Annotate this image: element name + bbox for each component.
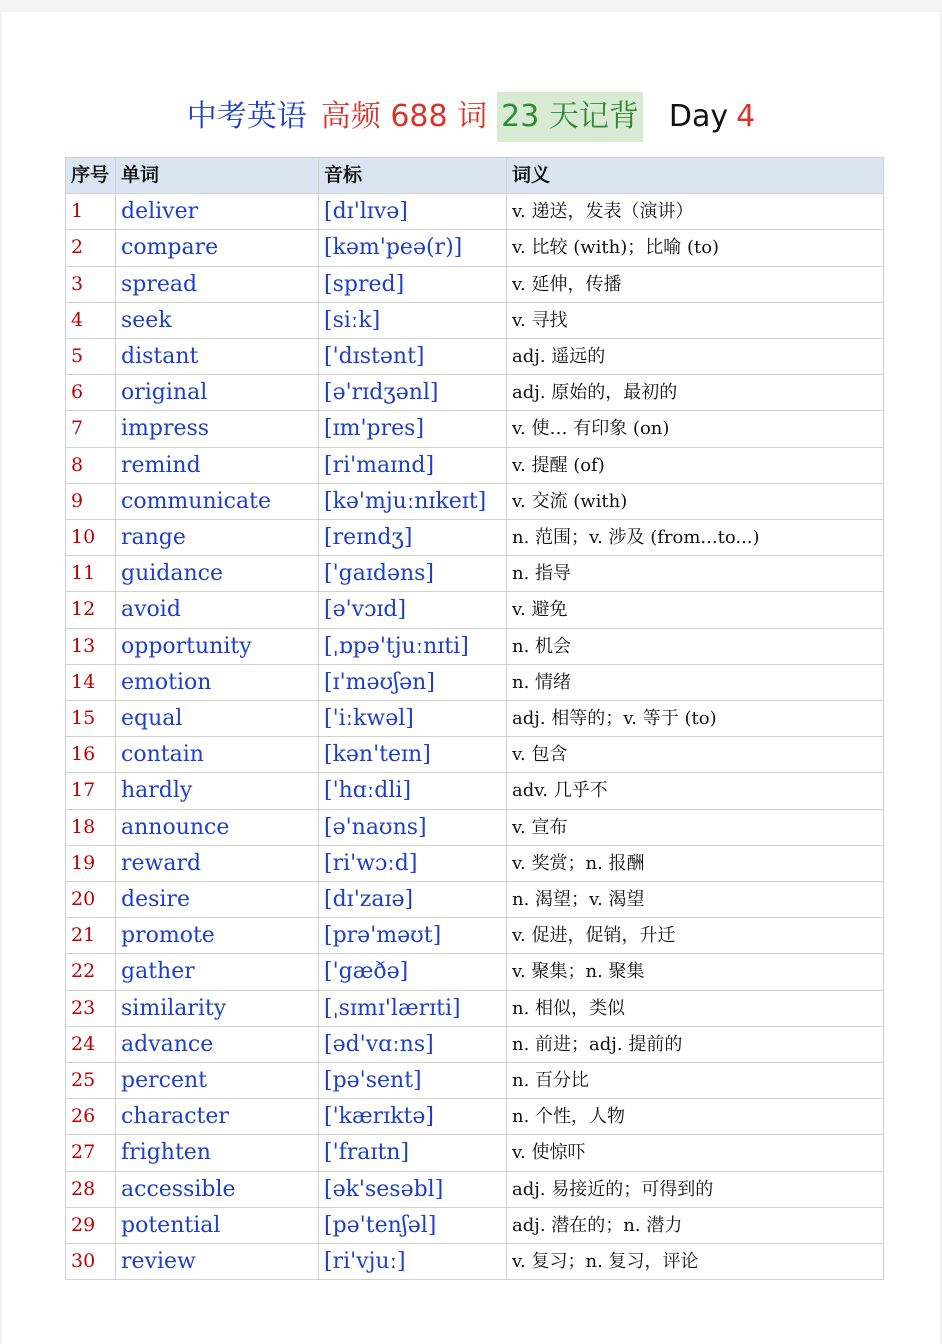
row-number: 11: [66, 556, 116, 592]
vocabulary-table: [65, 157, 884, 1280]
row-number: 3: [66, 266, 116, 302]
table-row: [66, 737, 884, 773]
row-phonetic: [ɪ'məʊʃən]: [319, 664, 507, 700]
row-word: distant: [116, 339, 319, 375]
row-phonetic: ['kærɪktə]: [319, 1099, 507, 1135]
row-meaning: adj. 原始的，最初的: [507, 375, 884, 411]
row-meaning: v. 宣布: [507, 809, 884, 845]
row-word: communicate: [116, 483, 319, 519]
row-meaning: v. 使… 有印象 (on): [507, 411, 884, 447]
document-page: [2, 12, 940, 1344]
row-number: 5: [66, 339, 116, 375]
row-phonetic: [dɪ'lɪvə]: [319, 194, 507, 230]
table-row: [66, 1171, 884, 1207]
row-word: range: [116, 520, 319, 556]
table-row: [66, 845, 884, 881]
header-meaning: 词义: [507, 158, 884, 194]
row-phonetic: [ə'rɪdʒənl]: [319, 375, 507, 411]
row-number: 1: [66, 194, 116, 230]
table-row: [66, 954, 884, 990]
table-row: [66, 556, 884, 592]
row-meaning: n. 范围；v. 涉及 (from...to...): [507, 520, 884, 556]
row-word: opportunity: [116, 628, 319, 664]
row-meaning: v. 延伸，传播: [507, 266, 884, 302]
row-number: 27: [66, 1135, 116, 1171]
row-phonetic: [ri'wɔːd]: [319, 845, 507, 881]
row-number: 26: [66, 1099, 116, 1135]
row-phonetic: [ˌsɪmɪ'lærɪti]: [319, 990, 507, 1026]
table-row: [66, 483, 884, 519]
table-row: [66, 302, 884, 338]
row-meaning: n. 机会: [507, 628, 884, 664]
row-word: seek: [116, 302, 319, 338]
row-phonetic: [kəm'peə(r)]: [319, 230, 507, 266]
header-number: 序号: [66, 158, 116, 194]
row-number: 14: [66, 664, 116, 700]
table-row: [66, 230, 884, 266]
row-word: gather: [116, 954, 319, 990]
row-number: 8: [66, 447, 116, 483]
row-meaning: n. 百分比: [507, 1063, 884, 1099]
row-word: hardly: [116, 773, 319, 809]
row-word: guidance: [116, 556, 319, 592]
row-number: 19: [66, 845, 116, 881]
header-phonetic: 音标: [319, 158, 507, 194]
row-word: review: [116, 1244, 319, 1280]
row-number: 7: [66, 411, 116, 447]
row-word: deliver: [116, 194, 319, 230]
row-word: emotion: [116, 664, 319, 700]
row-phonetic: ['dɪstənt]: [319, 339, 507, 375]
row-meaning: n. 个性，人物: [507, 1099, 884, 1135]
row-number: 15: [66, 701, 116, 737]
table-header-row: [66, 158, 884, 194]
row-word: accessible: [116, 1171, 319, 1207]
row-number: 2: [66, 230, 116, 266]
table-row: [66, 701, 884, 737]
row-meaning: v. 比较 (with)；比喻 (to): [507, 230, 884, 266]
row-meaning: v. 使惊吓: [507, 1135, 884, 1171]
row-number: 29: [66, 1207, 116, 1243]
row-phonetic: [əd'vɑːns]: [319, 1026, 507, 1062]
row-word: original: [116, 375, 319, 411]
row-word: spread: [116, 266, 319, 302]
row-phonetic: [kən'teɪn]: [319, 737, 507, 773]
table-row: [66, 664, 884, 700]
row-meaning: adj. 易接近的；可得到的: [507, 1171, 884, 1207]
table-row: [66, 990, 884, 1026]
table-row: [66, 1099, 884, 1135]
title-day-number: 4: [736, 99, 756, 134]
row-word: impress: [116, 411, 319, 447]
row-number: 23: [66, 990, 116, 1026]
row-phonetic: [pə'tenʃəl]: [319, 1207, 507, 1243]
row-word: equal: [116, 701, 319, 737]
row-word: remind: [116, 447, 319, 483]
row-phonetic: [ə'naʊns]: [319, 809, 507, 845]
table-row: [66, 447, 884, 483]
row-word: advance: [116, 1026, 319, 1062]
row-phonetic: [kə'mjuːnɪkeɪt]: [319, 483, 507, 519]
row-word: contain: [116, 737, 319, 773]
row-phonetic: [dɪ'zaɪə]: [319, 882, 507, 918]
row-meaning: v. 复习；n. 复习，评论: [507, 1244, 884, 1280]
row-phonetic: [ˌɒpə'tjuːnɪti]: [319, 628, 507, 664]
row-word: promote: [116, 918, 319, 954]
row-meaning: v. 提醒 (of): [507, 447, 884, 483]
row-meaning: n. 情绪: [507, 664, 884, 700]
title-part-exam-english: 中考英语: [186, 99, 307, 134]
table-row: [66, 1244, 884, 1280]
row-phonetic: [reɪndʒ]: [319, 520, 507, 556]
row-word: desire: [116, 882, 319, 918]
row-meaning: adj. 遥远的: [507, 339, 884, 375]
row-number: 12: [66, 592, 116, 628]
row-number: 28: [66, 1171, 116, 1207]
row-phonetic: ['hɑːdli]: [319, 773, 507, 809]
table-row: [66, 809, 884, 845]
row-meaning: adj. 相等的；v. 等于 (to): [507, 701, 884, 737]
row-number: 25: [66, 1063, 116, 1099]
table-row: [66, 266, 884, 302]
table-row: [66, 1026, 884, 1062]
row-number: 24: [66, 1026, 116, 1062]
row-word: reward: [116, 845, 319, 881]
table-row: [66, 194, 884, 230]
row-number: 4: [66, 302, 116, 338]
row-number: 16: [66, 737, 116, 773]
row-meaning: n. 渴望；v. 渴望: [507, 882, 884, 918]
row-number: 10: [66, 520, 116, 556]
row-number: 20: [66, 882, 116, 918]
row-word: frighten: [116, 1135, 319, 1171]
row-word: character: [116, 1099, 319, 1135]
table-body: [66, 194, 884, 1280]
row-phonetic: ['gaɪdəns]: [319, 556, 507, 592]
row-phonetic: [ək'sesəbl]: [319, 1171, 507, 1207]
row-phonetic: ['gæðə]: [319, 954, 507, 990]
row-phonetic: [ri'vjuː]: [319, 1244, 507, 1280]
row-number: 17: [66, 773, 116, 809]
row-word: compare: [116, 230, 319, 266]
table-row: [66, 1135, 884, 1171]
row-number: 13: [66, 628, 116, 664]
title-day-label: Day: [668, 99, 729, 134]
row-meaning: v. 递送，发表（演讲）: [507, 194, 884, 230]
row-number: 18: [66, 809, 116, 845]
row-phonetic: [ə'vɔɪd]: [319, 592, 507, 628]
row-word: similarity: [116, 990, 319, 1026]
table-row: [66, 592, 884, 628]
row-word: announce: [116, 809, 319, 845]
row-meaning: v. 交流 (with): [507, 483, 884, 519]
row-number: 21: [66, 918, 116, 954]
row-meaning: adv. 几乎不: [507, 773, 884, 809]
table-row: [66, 375, 884, 411]
row-phonetic: [spred]: [319, 266, 507, 302]
row-phonetic: [prə'məʊt]: [319, 918, 507, 954]
row-meaning: v. 避免: [507, 592, 884, 628]
row-meaning: v. 聚集；n. 聚集: [507, 954, 884, 990]
table-row: [66, 1207, 884, 1243]
row-number: 30: [66, 1244, 116, 1280]
row-word: avoid: [116, 592, 319, 628]
row-meaning: v. 奖赏；n. 报酬: [507, 845, 884, 881]
row-number: 22: [66, 954, 116, 990]
table-row: [66, 773, 884, 809]
page-title: [2, 92, 940, 142]
header-word: 单词: [116, 158, 319, 194]
row-phonetic: ['fraɪtn]: [319, 1135, 507, 1171]
row-meaning: n. 前进；adj. 提前的: [507, 1026, 884, 1062]
row-phonetic: [ɪm'pres]: [319, 411, 507, 447]
row-word: potential: [116, 1207, 319, 1243]
row-meaning: v. 促进，促销，升迁: [507, 918, 884, 954]
title-part-days: 23 天记背: [497, 92, 643, 142]
table-row: [66, 411, 884, 447]
row-meaning: v. 寻找: [507, 302, 884, 338]
row-meaning: n. 指导: [507, 556, 884, 592]
title-part-high-frequency: 高频 688 词: [320, 99, 488, 134]
row-word: percent: [116, 1063, 319, 1099]
table-row: [66, 918, 884, 954]
table-row: [66, 339, 884, 375]
row-phonetic: [pə'sent]: [319, 1063, 507, 1099]
row-phonetic: [siːk]: [319, 302, 507, 338]
row-phonetic: [ri'maɪnd]: [319, 447, 507, 483]
row-phonetic: ['iːkwəl]: [319, 701, 507, 737]
table-row: [66, 628, 884, 664]
table-row: [66, 520, 884, 556]
row-number: 6: [66, 375, 116, 411]
row-meaning: v. 包含: [507, 737, 884, 773]
table-row: [66, 1063, 884, 1099]
table-row: [66, 882, 884, 918]
row-meaning: n. 相似，类似: [507, 990, 884, 1026]
row-meaning: adj. 潜在的；n. 潜力: [507, 1207, 884, 1243]
row-number: 9: [66, 483, 116, 519]
